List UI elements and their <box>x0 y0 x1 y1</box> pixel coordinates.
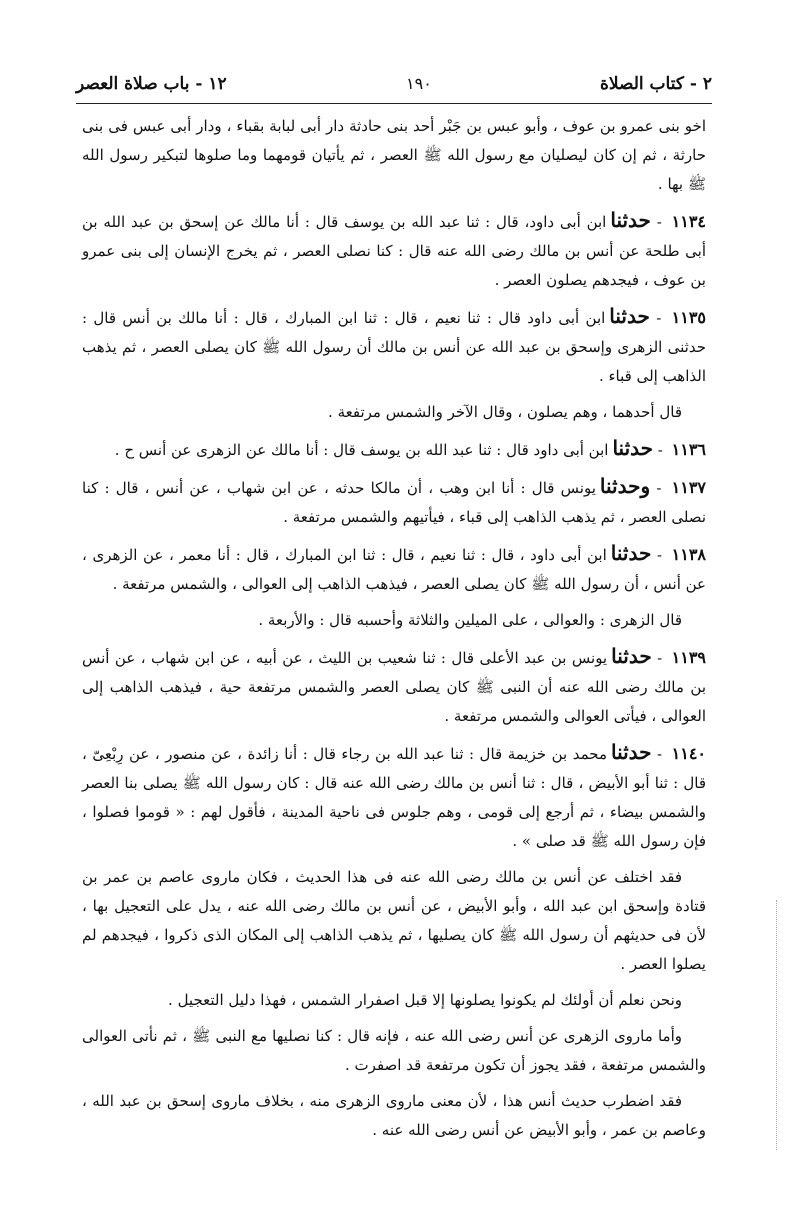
narration-lead: وحدثنا <box>599 474 651 498</box>
hadith-number: ١١٣٥ <box>671 308 707 327</box>
hadith-1135: ١١٣٥ - حدثناابن أبى داود قال : ثنا نعيم ، قال : ثنا ابن المبارك ، قال : أنا مالك بن أنس قال : حدثنى الزهرى وإسحق بن عبد الله عن أنس بن مالك أن رسول الله ﷺ كان يصلى العصر ، ثم يذهب الذاهب إلى قباء . <box>82 304 707 385</box>
paragraph <box>82 112 706 199</box>
hadith-1139: ١١٣٩ - حدثنايونس بن عبد الأعلى قال : ثنا شعيب بن الليث ، عن أبيه ، عن ابن شهاب ، عن أنس بن مالك رضى الله عنه أن النبى ﷺ كان يصلى العصر والشمس مرتفعة حية ، فيذهب الذاهب إلى العوالى ، فيأتى العوالى والشمس مرتفعة . <box>82 644 707 725</box>
page-header <box>76 74 712 98</box>
book-title: ٢ - كتاب الصلاة <box>599 74 712 94</box>
paragraph-text: ابن أبى داود، قال : ثنا عبد الله بن يوسف قال : أنا مالك عن إسحق بن عبد الله بن أبى طلحة عن أنس بن مالك رضى الله عنه قال : كنا نصلى العصر ، ثم يخرج الإنسان إلى بنى عمرو بن عوف ، فيجدهم يصلون العصر . <box>82 213 706 289</box>
paragraph <box>82 1087 706 1145</box>
narration-lead: حدثنا <box>611 644 652 668</box>
paragraph-text: قال الزهرى : والعوالى ، على الميلين والثلاثة وأحسبه قال : والأربعة . <box>258 611 682 629</box>
hadith-number: ١١٣٨ <box>671 545 706 564</box>
hadith-1140: ١١٤٠ - حدثنامحمد بن خزيمة قال : ثنا عبد الله بن رجاء قال : أنا زائدة ، عن منصور ، عن رِبْعِىّ ، قال : ثنا أبو الأبيض ، قال : ثنا أنس بن مالك رضى الله عنه قال : كان رسول الله ﷺ يصلى بنا العصر والشمس بيضاء ، ثم أرجع إلى قومى ، وهم جلوس فى ناحية المدينة ، فأقول لهم : « قوموا فصلوا ، فإن رسول الله ﷺ قد صلى » . <box>82 740 706 850</box>
paragraph-text: وأما ماروى الزهرى عن أنس رضى الله عنه ، فإنه قال : كنا نصليها مع النبى ﷺ ، ثم نأتى العوالى والشمس مرتفعة ، فقد يجوز أن تكون مرتفعة قد اصفرت . <box>82 1027 706 1074</box>
paragraph-text: ابن أبى داود قال : ثنا نعيم ، قال : ثنا ابن المبارك ، قال : أنا مالك بن أنس قال : حدثنى الزهرى وإسحق بن عبد الله عن أنس بن مالك أن رسول الله ﷺ كان يصلى العصر ، ثم يذهب الذاهب إلى قباء . <box>82 309 706 385</box>
narration-lead: حدثنا <box>610 208 651 232</box>
header-rule <box>76 103 712 104</box>
hadith-number: ١١٤٠ <box>671 744 706 763</box>
paragraph <box>82 606 706 635</box>
narration-lead: حدثنا <box>609 304 650 328</box>
narration-lead: حدثنا <box>610 541 652 565</box>
hadith-number: ١١٣٦ <box>671 440 706 459</box>
paragraph <box>82 1022 706 1080</box>
hadith-1138: ١١٣٨ - حدثناابن أبى داود ، قال : ثنا نعيم ، قال : ثنا ابن المبارك ، قال : أنا معمر ، عن الزهرى ، عن أنس ، أن رسول الله ﷺ كان يصلى العصر ، فيذهب الذاهب إلى العوالى ، والشمس مرتفعة . <box>82 541 706 593</box>
hadith-number: ١١٣٧ <box>671 478 706 497</box>
hadith-1136: ١١٣٦ - حدثناابن أبى داود قال : ثنا عبد الله بن يوسف قال : أنا مالك عن الزهرى عن أنس ح . <box>114 436 706 460</box>
hadith-1134: ١١٣٤ - حدثناابن أبى داود، قال : ثنا عبد الله بن يوسف قال : أنا مالك عن إسحق بن عبد الله بن أبى طلحة عن أنس بن مالك رضى الله عنه قال : كنا نصلى العصر ، ثم يخرج الإنسان إلى بنى عمرو بن عوف ، فيجدهم يصلون العصر . <box>82 208 706 289</box>
paragraph-text: ابن أبى داود ، قال : ثنا نعيم ، قال : ثنا ابن المبارك ، قال : أنا معمر ، عن الزهرى ، عن أنس ، أن رسول الله ﷺ كان يصلى العصر ، فيذهب الذاهب إلى العوالى ، والشمس مرتفعة . <box>82 546 706 593</box>
hadith-1137: ١١٣٧ - وحدثنايونس قال : أنا ابن وهب ، أن مالكا حدثه ، عن ابن شهاب ، عن أنس ، قال : كنا نصلى العصر ، ثم يذهب الذاهب إلى قباء ، فيأتيهم والشمس مرتفعة . <box>82 474 706 526</box>
main-text <box>82 112 706 1152</box>
paragraph-text: يونس بن عبد الأعلى قال : ثنا شعيب بن الليث ، عن أبيه ، عن ابن شهاب ، عن أنس بن مالك رضى الله عنه أن النبى ﷺ كان يصلى العصر والشمس مرتفعة حية ، فيذهب الذاهب إلى العوالى ، فيأتى العوالى والشمس مرتفعة . <box>82 649 706 725</box>
paragraph-text: محمد بن خزيمة قال : ثنا عبد الله بن رجاء قال : أنا زائدة ، عن منصور ، عن رِبْعِىّ ، قال : ثنا أبو الأبيض ، قال : ثنا أنس بن مالك رضى الله عنه قال : كان رسول الله ﷺ يصلى بنا العصر والشمس بيضاء ، ثم أرجع إلى قومى ، وهم جلوس فى ناحية المدينة ، فأقول لهم : « قوموا فصلوا ، فإن رسول الله ﷺ قد صلى » . <box>82 745 706 850</box>
paragraph-text: قال أحدهما ، وهم يصلون ، وقال الآخر والشمس مرتفعة . <box>328 403 682 421</box>
paragraph-text: ابن أبى داود قال : ثنا عبد الله بن يوسف قال : أنا مالك عن الزهرى عن أنس ح . <box>114 441 609 459</box>
hadith-number: ١١٣٩ <box>671 648 707 667</box>
hadith-number: ١١٣٤ <box>671 212 706 231</box>
chapter-title: ١٢ - باب صلاة العصر <box>76 74 227 94</box>
narration-lead: حدثنا <box>612 436 654 460</box>
paragraph-text: يونس قال : أنا ابن وهب ، أن مالكا حدثه ، عن ابن شهاب ، عن أنس ، قال : كنا نصلى العصر ، ثم يذهب الذاهب إلى قباء ، فيأتيهم والشمس مرتفعة . <box>82 479 706 526</box>
paragraph <box>82 863 706 979</box>
paragraph <box>82 398 706 427</box>
paragraph-text: اخو بنى عمرو بن عوف ، وأبو عبس بن جَبْر أحد بنى حادثة دار أبى لبابة بقباء ، ودار أبى عبس فى بنى حارثة ، ثم إن كان ليصليان مع رسول الله ﷺ العصر ، ثم يأتيان قومهما وما صلوها لتبكير رسول الله ﷺ بها . <box>82 117 706 193</box>
page-number: ١٩٠ <box>406 74 432 93</box>
paragraph <box>82 986 706 1015</box>
paragraph-text: ونحن نعلم أن أولئك لم يكونوا يصلونها إلا قبل اصفرار الشمس ، فهذا دليل التعجيل . <box>168 991 682 1009</box>
margin-dots <box>776 900 777 1150</box>
paragraph-text: فقد اضطرب حديث أنس هذا ، لأن معنى ماروى الزهرى منه ، بخلاف ماروى إسحق بن عبد الله ، وعاصم بن عمر ، وأبو الأبيض عن أنس رضى الله عنه . <box>82 1092 706 1139</box>
narration-lead: حدثنا <box>610 740 652 764</box>
paragraph-text: فقد اختلف عن أنس بن مالك رضى الله عنه فى هذا الحديث ، فكان ماروى عاصم بن عمر بن قتادة وإسحق ابن عبد الله ، وأبو الأبيض ، عن أنس بن مالك رضى الله عنه ، يدل على التعجيل بها ، لأن فى حديثهم أن رسول الله ﷺ كان يصليها ، ثم يذهب الذاهب إلى المكان الذى ذكروا ، فيجدهم لم يصلوا العصر . <box>82 868 707 973</box>
